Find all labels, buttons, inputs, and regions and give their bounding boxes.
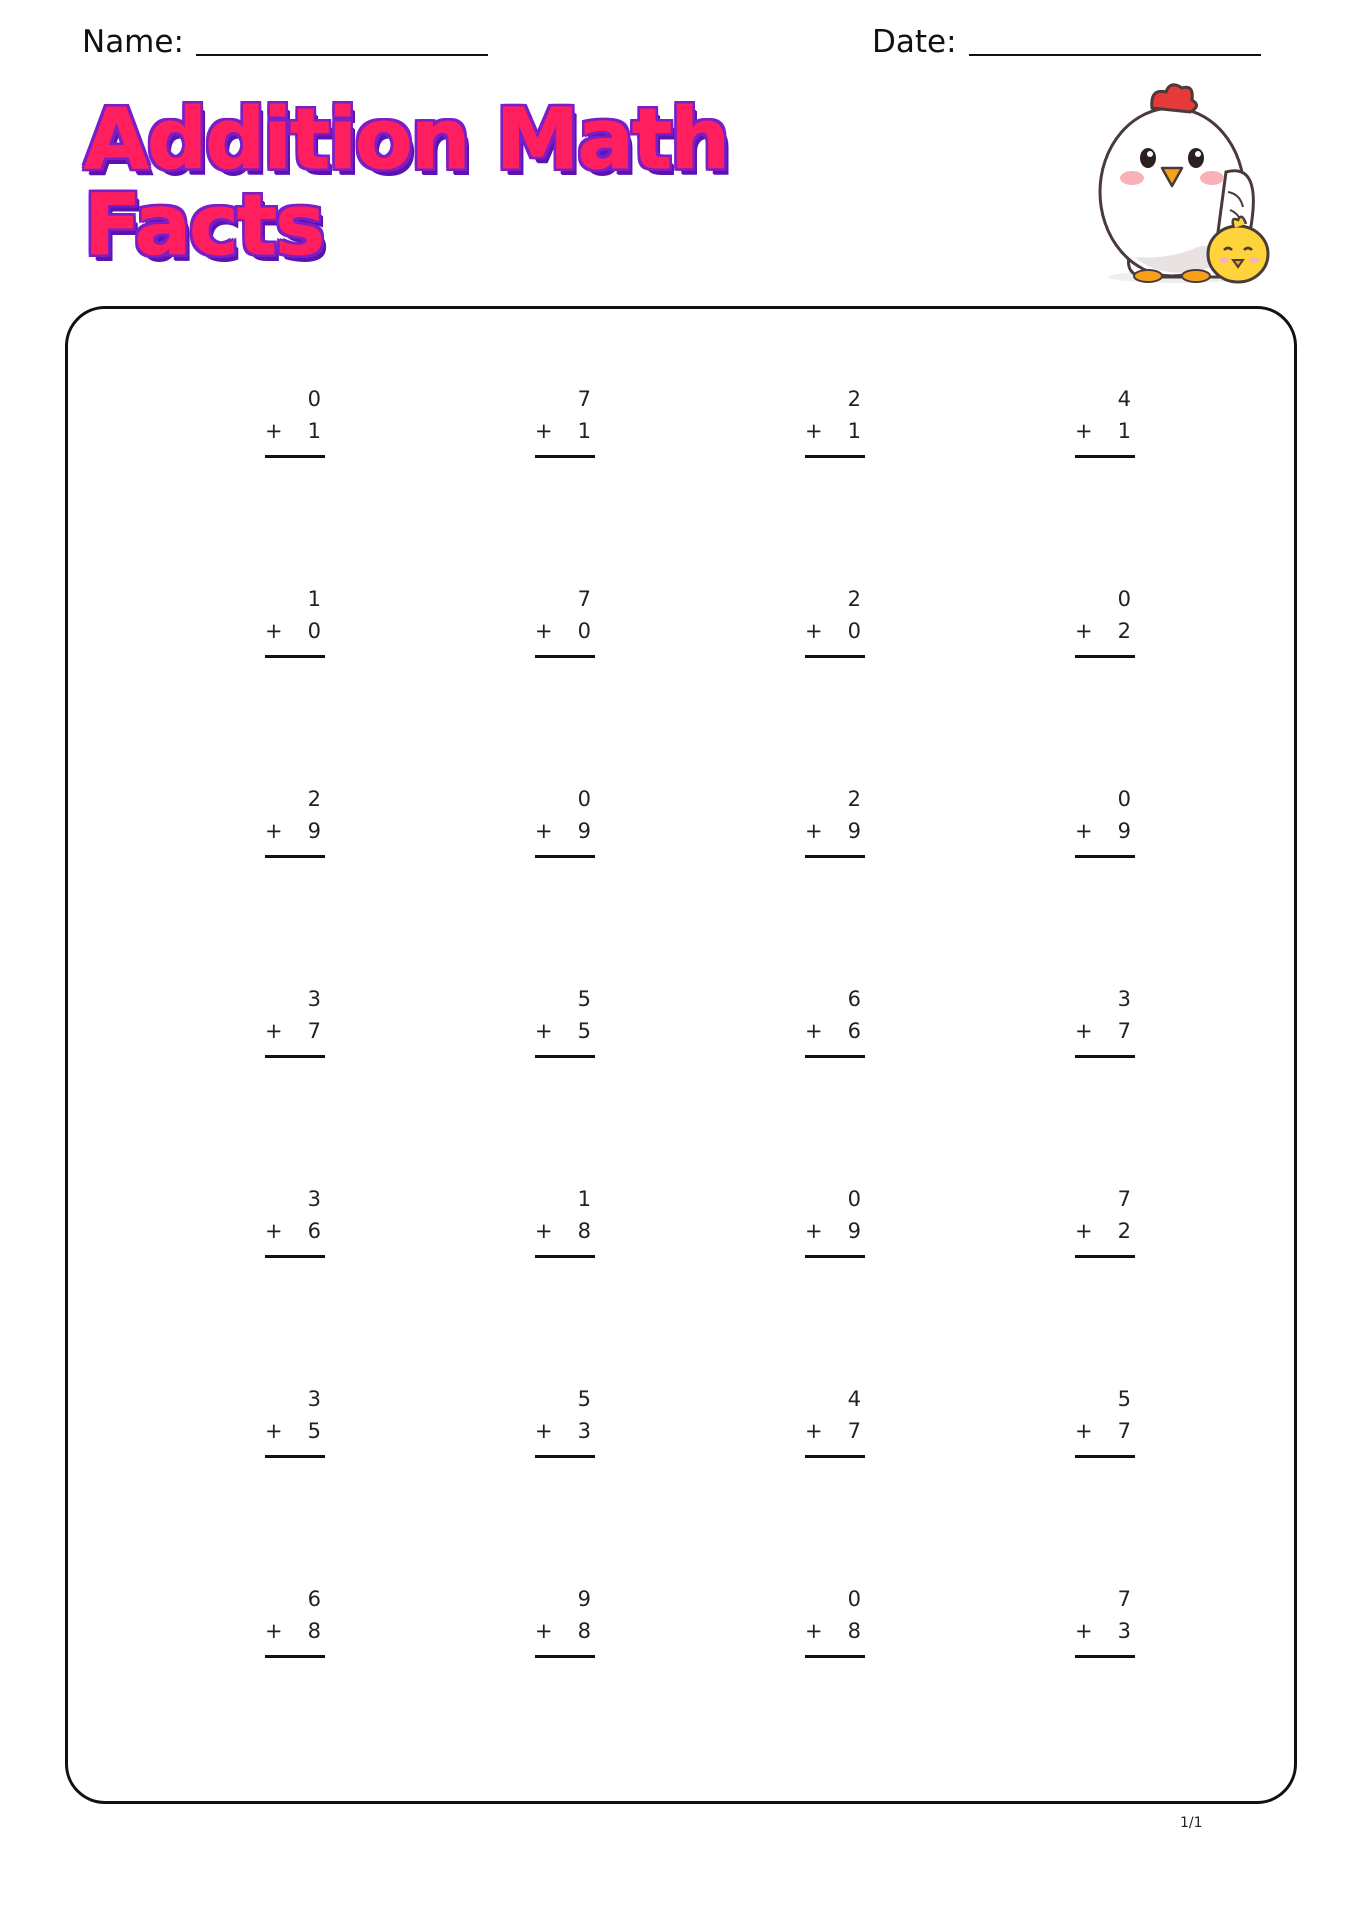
answer-line[interactable] <box>535 1455 595 1458</box>
problem-bottom-number: 1 <box>577 419 591 443</box>
problem-bottom-row <box>1075 1415 1135 1447</box>
plus-operator: + <box>805 1419 823 1443</box>
problem-bottom-number: 7 <box>1117 1019 1131 1043</box>
addition-problem <box>1075 1383 1135 1458</box>
problem-bottom-number: 2 <box>1117 1219 1131 1243</box>
addition-problem <box>535 1183 595 1258</box>
plus-operator: + <box>535 1619 553 1643</box>
answer-line[interactable] <box>1075 1055 1135 1058</box>
problem-bottom-number: 9 <box>847 819 861 843</box>
problem-bottom-row <box>805 1015 865 1047</box>
answer-line[interactable] <box>535 1055 595 1058</box>
problem-top-number: 6 <box>307 1587 321 1611</box>
answer-line[interactable] <box>265 1455 325 1458</box>
answer-line[interactable] <box>1075 1455 1135 1458</box>
problem-bottom-number: 5 <box>307 1419 321 1443</box>
plus-operator: + <box>535 1219 553 1243</box>
problem-bottom-number: 0 <box>577 619 591 643</box>
problem-top-number: 3 <box>307 1187 321 1211</box>
addition-problem <box>1075 383 1135 458</box>
addition-problem <box>805 783 865 858</box>
problem-top-number: 7 <box>577 587 591 611</box>
answer-line[interactable] <box>535 455 595 458</box>
problem-bottom-number: 8 <box>307 1619 321 1643</box>
problem-bottom-row <box>805 1415 865 1447</box>
plus-operator: + <box>265 1619 283 1643</box>
addition-problem <box>1075 1583 1135 1658</box>
problem-bottom-row <box>535 1015 595 1047</box>
problem-bottom-number: 8 <box>577 1219 591 1243</box>
addition-problem <box>265 1583 325 1658</box>
addition-problem <box>805 383 865 458</box>
problem-top-number: 1 <box>307 587 321 611</box>
plus-operator: + <box>1075 819 1093 843</box>
plus-operator: + <box>265 1419 283 1443</box>
problem-bottom-number: 1 <box>1117 419 1131 443</box>
answer-line[interactable] <box>805 1455 865 1458</box>
answer-line[interactable] <box>265 855 325 858</box>
problem-bottom-number: 9 <box>847 1219 861 1243</box>
addition-problem <box>1075 783 1135 858</box>
answer-line[interactable] <box>805 455 865 458</box>
problem-bottom-row <box>535 615 595 647</box>
problem-top-number: 7 <box>1117 1587 1131 1611</box>
answer-line[interactable] <box>265 655 325 658</box>
problem-bottom-row <box>1075 615 1135 647</box>
name-blank-line[interactable] <box>196 54 488 56</box>
answer-line[interactable] <box>805 855 865 858</box>
problem-bottom-row <box>265 415 325 447</box>
plus-operator: + <box>1075 419 1093 443</box>
addition-problem <box>265 383 325 458</box>
answer-line[interactable] <box>265 455 325 458</box>
plus-operator: + <box>265 1019 283 1043</box>
problem-top-number: 1 <box>577 1187 591 1211</box>
addition-problem <box>805 583 865 658</box>
problem-bottom-number: 6 <box>847 1019 861 1043</box>
answer-line[interactable] <box>265 1255 325 1258</box>
problem-top-number: 0 <box>577 787 591 811</box>
date-field[interactable] <box>872 24 1261 60</box>
title-line-1: Addition Math <box>84 90 728 188</box>
problem-bottom-number: 9 <box>1117 819 1131 843</box>
addition-problem <box>1075 983 1135 1058</box>
page-title <box>84 90 804 274</box>
problem-bottom-row <box>805 1615 865 1647</box>
problem-bottom-row <box>265 1615 325 1647</box>
problem-bottom-number: 1 <box>307 419 321 443</box>
problem-top-number: 5 <box>1117 1387 1131 1411</box>
addition-problem <box>535 1583 595 1658</box>
plus-operator: + <box>1075 1419 1093 1443</box>
problem-bottom-number: 3 <box>1117 1619 1131 1643</box>
addition-problem <box>265 783 325 858</box>
problem-bottom-number: 5 <box>577 1019 591 1043</box>
answer-line[interactable] <box>535 1655 595 1658</box>
problem-bottom-row <box>1075 1615 1135 1647</box>
problem-bottom-row <box>265 1215 325 1247</box>
title-line-2: Facts <box>84 176 324 274</box>
problem-bottom-row <box>1075 1015 1135 1047</box>
plus-operator: + <box>805 1619 823 1643</box>
addition-problem <box>805 1183 865 1258</box>
plus-operator: + <box>805 419 823 443</box>
problem-bottom-number: 6 <box>307 1219 321 1243</box>
addition-problem <box>805 983 865 1058</box>
problem-top-number: 7 <box>1117 1187 1131 1211</box>
plus-operator: + <box>265 819 283 843</box>
problem-bottom-number: 0 <box>307 619 321 643</box>
problem-bottom-number: 8 <box>577 1619 591 1643</box>
addition-problem <box>265 583 325 658</box>
problem-bottom-row <box>265 1015 325 1047</box>
problem-bottom-row <box>535 815 595 847</box>
plus-operator: + <box>1075 1619 1093 1643</box>
answer-line[interactable] <box>805 1055 865 1058</box>
problem-bottom-number: 9 <box>307 819 321 843</box>
problem-top-number: 5 <box>577 1387 591 1411</box>
problem-bottom-row <box>535 1415 595 1447</box>
problem-bottom-row <box>535 1215 595 1247</box>
problem-bottom-row <box>265 1415 325 1447</box>
addition-problem <box>535 783 595 858</box>
problem-top-number: 0 <box>1117 787 1131 811</box>
addition-problem <box>805 1583 865 1658</box>
addition-problem <box>265 1183 325 1258</box>
problem-top-number: 7 <box>577 387 591 411</box>
problem-top-number: 3 <box>307 1387 321 1411</box>
answer-line[interactable] <box>1075 1655 1135 1658</box>
problem-top-number: 0 <box>1117 587 1131 611</box>
problem-bottom-number: 1 <box>847 419 861 443</box>
addition-problem <box>1075 1183 1135 1258</box>
plus-operator: + <box>805 819 823 843</box>
answer-line[interactable] <box>265 1655 325 1658</box>
problem-bottom-number: 0 <box>847 619 861 643</box>
addition-problem <box>265 1383 325 1458</box>
plus-operator: + <box>535 1019 553 1043</box>
problem-bottom-row <box>535 415 595 447</box>
problem-bottom-row <box>1075 415 1135 447</box>
problem-bottom-number: 7 <box>307 1019 321 1043</box>
answer-line[interactable] <box>805 1655 865 1658</box>
addition-problem <box>535 1383 595 1458</box>
answer-line[interactable] <box>1075 855 1135 858</box>
problem-top-number: 0 <box>847 1187 861 1211</box>
plus-operator: + <box>265 1219 283 1243</box>
problem-top-number: 0 <box>307 387 321 411</box>
problem-bottom-row <box>805 815 865 847</box>
problem-bottom-row <box>535 1615 595 1647</box>
problem-bottom-row <box>265 815 325 847</box>
problem-top-number: 4 <box>847 1387 861 1411</box>
problem-top-number: 0 <box>847 1587 861 1611</box>
problem-top-number: 9 <box>577 1587 591 1611</box>
plus-operator: + <box>535 1419 553 1443</box>
answer-line[interactable] <box>805 1255 865 1258</box>
answer-line[interactable] <box>1075 455 1135 458</box>
problem-bottom-row <box>265 615 325 647</box>
problem-bottom-row <box>805 415 865 447</box>
problem-top-number: 2 <box>307 787 321 811</box>
problem-top-number: 3 <box>307 987 321 1011</box>
problem-bottom-row <box>1075 815 1135 847</box>
addition-problem <box>805 1383 865 1458</box>
plus-operator: + <box>535 819 553 843</box>
page-number: 1/1 <box>1180 1815 1203 1831</box>
answer-line[interactable] <box>535 1255 595 1258</box>
plus-operator: + <box>535 419 553 443</box>
plus-operator: + <box>805 1019 823 1043</box>
addition-problem <box>535 983 595 1058</box>
problem-bottom-number: 9 <box>577 819 591 843</box>
plus-operator: + <box>805 619 823 643</box>
problem-bottom-number: 2 <box>1117 619 1131 643</box>
name-label: Name: <box>82 24 184 60</box>
plus-operator: + <box>265 419 283 443</box>
addition-problem <box>1075 583 1135 658</box>
problem-bottom-row <box>805 1215 865 1247</box>
problem-bottom-number: 7 <box>847 1419 861 1443</box>
plus-operator: + <box>265 619 283 643</box>
problem-top-number: 5 <box>577 987 591 1011</box>
problem-bottom-row <box>805 615 865 647</box>
answer-line[interactable] <box>805 655 865 658</box>
plus-operator: + <box>1075 619 1093 643</box>
problem-top-number: 2 <box>847 387 861 411</box>
date-blank-line[interactable] <box>969 54 1261 56</box>
problem-bottom-number: 8 <box>847 1619 861 1643</box>
problem-top-number: 3 <box>1117 987 1131 1011</box>
problem-bottom-number: 7 <box>1117 1419 1131 1443</box>
problem-top-number: 6 <box>847 987 861 1011</box>
addition-problem <box>265 983 325 1058</box>
problem-bottom-row <box>1075 1215 1135 1247</box>
plus-operator: + <box>1075 1019 1093 1043</box>
answer-line[interactable] <box>1075 655 1135 658</box>
addition-problem <box>535 383 595 458</box>
date-label: Date: <box>872 24 957 60</box>
answer-line[interactable] <box>1075 1255 1135 1258</box>
answer-line[interactable] <box>265 1055 325 1058</box>
problem-bottom-number: 3 <box>577 1419 591 1443</box>
problem-top-number: 2 <box>847 587 861 611</box>
problem-top-number: 2 <box>847 787 861 811</box>
name-field[interactable] <box>82 24 488 60</box>
answer-line[interactable] <box>535 855 595 858</box>
plus-operator: + <box>805 1219 823 1243</box>
answer-line[interactable] <box>535 655 595 658</box>
problem-top-number: 4 <box>1117 387 1131 411</box>
plus-operator: + <box>535 619 553 643</box>
plus-operator: + <box>1075 1219 1093 1243</box>
chicken-with-chick-icon <box>1078 82 1278 288</box>
addition-problem <box>535 583 595 658</box>
